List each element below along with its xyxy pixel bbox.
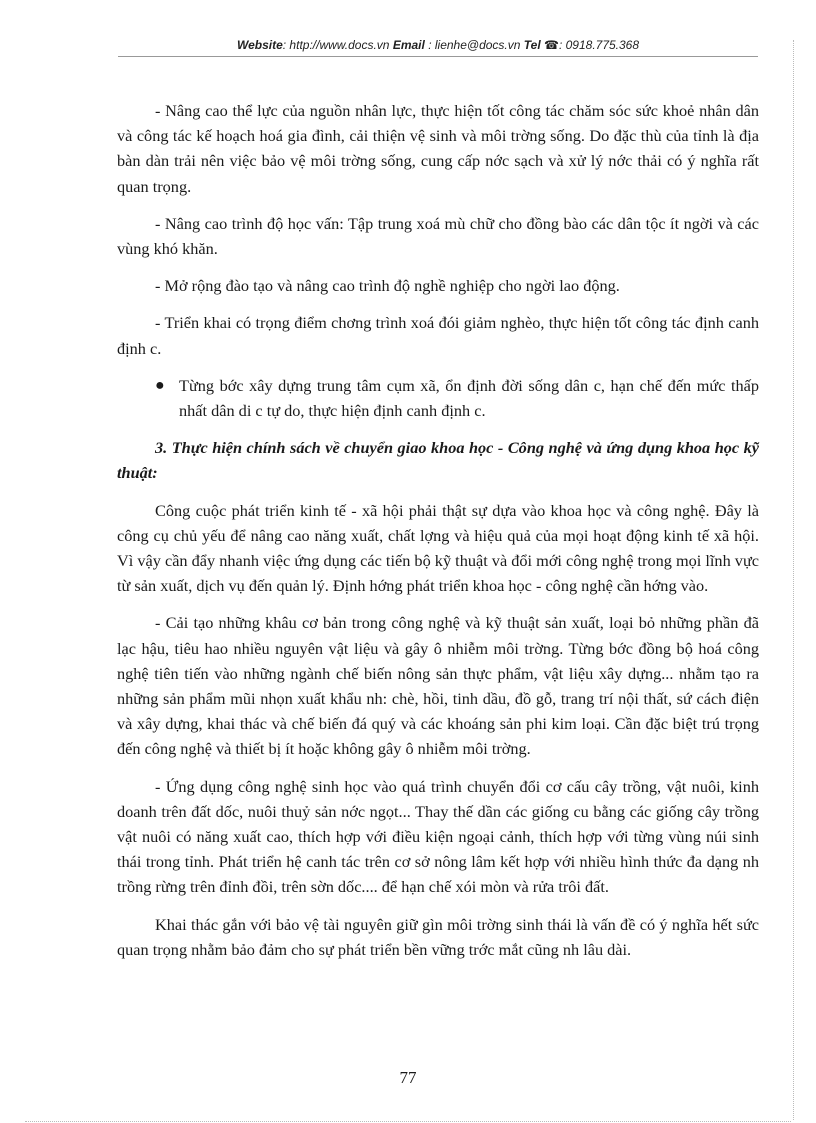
right-margin-divider [793,40,794,1120]
paragraph-science-technology: Công cuộc phát triển kinh tế - xã hội phải thật sự dựa vào khoa học và công nghệ. Đây là công cụ chủ yếu để nâng cao năng xuất, chất lợng và hiệu quả của mọi hoạt động kinh tế xã hội. Vì vậy cần đẩy nhanh việc ứng dụng các tiến bộ kỹ thuật và đổi mới công nghệ trong mọi lĩnh vực từ sản xuất, dịch vụ đến quản lý. Định hớng phát triển khoa học - công nghệ cần hớng vào. [117,500,759,596]
email-value: : lienhe@docs.vn [428,38,521,52]
header-divider [118,56,758,57]
paragraph-environment: Khai thác gắn với bảo vệ tài nguyên giữ gìn môi trờng sinh thái là vấn đề có ý nghĩa hết sức quan trọng nhằm bảo đảm cho sự phát triển bền vững trớc mắt cũng nh lâu dài. [117,914,759,959]
tel-label: Tel ☎ [523,38,559,52]
email-label: Email [392,38,425,52]
paragraph-vocational-training: - Mở rộng đào tạo và nâng cao trình độ nghề nghiệp cho ngời lao động. [155,276,620,296]
paragraph-health: - Nâng cao thể lực của nguồn nhân lực, thực hiện tốt công tác chăm sóc sức khoẻ nhân dân và công tác kế hoạch hoá gia đình, cải thiện vệ sinh và môi trờng sống. Do đặc thù của tỉnh là địa bàn dàn trải nên việc bảo vệ môi trờng sống, cung cấp nớc sạch và xử lý nớc thải có ý nghĩa rất quan trọng. [117,101,759,196]
bullet-item [155,373,759,423]
footer-divider [25,1121,791,1122]
tel-value: : 0918.775.368 [558,38,640,52]
document-body [117,98,759,974]
paragraph-poverty-reduction: - Triển khai có trọng điểm chơng trình xoá đói giảm nghèo, thực hiện tốt công tác định canh định c. [117,313,759,358]
page-header [118,38,758,52]
paragraph-technology-upgrade: - Cải tạo những khâu cơ bản trong công nghệ và kỹ thuật sản xuất, loại bỏ những phần đã lạc hậu, tiêu hao nhiều nguyên vật liệu và gây ô nhiễm môi trờng. Từng bớc đồng bộ hoá công nghệ tiên tiến vào những ngành chế biến nông sản thực phẩm, vật liệu xây dựng... nhằm tạo ra những sản phẩm mũi nhọn xuất khẩu nh: chè, hồi, tinh dầu, đồ gỗ, trang trí nội thất, sứ cách điện và xây dựng, khai thác và chế biến đá quý và các khoáng sản phi kim loại. Cần đặc biệt trú trọng đến công nghệ và thiết bị ít hoặc không gây ô nhiễm môi trờng. [117,613,759,759]
bullet-item-text: Từng bớc xây dựng trung tâm cụm xã, ổn định đời sống dân c, hạn chế đến mức thấp nhất dân di c tự do, thực hiện định canh định c. [179,375,759,421]
section-heading: 3. Thực hiện chính sách về chuyển giao khoa học - Công nghệ và ứng dụng khoa học kỹ thuật: [117,438,759,483]
page-number: 77 [399,1068,417,1087]
website-value: : http://www.docs.vn [282,38,390,52]
bullet-dot-icon: ● [155,376,165,394]
website-label: Website [236,38,283,52]
paragraph-education: - Nâng cao trình độ học vấn: Tập trung xoá mù chữ cho đồng bào các dân tộc ít ngời và các vùng khó khăn. [117,213,759,259]
bullet-list [117,373,759,423]
paragraph-biotechnology: - Ứng dụng công nghệ sinh học vào quá trình chuyển đổi cơ cấu cây trồng, vật nuôi, kinh doanh trên đất dốc, nuôi thuỷ sản nớc ngọt... Thay thế dần các giống cu bằng các giống cây trồng vật nuôi có năng xuất cao, thích hợp với điều kiện ngoại cảnh, thích hợp với từng vùng núi sinh thái trong tỉnh. Phát triển hệ canh tác trên cơ sở nông lâm kết hợp với nhiều hình thức đa dạng nh trồng rừng trên đỉnh đồi, trên sờn dốc.... để hạn chế xói mòn và rửa trôi đất. [117,776,759,897]
